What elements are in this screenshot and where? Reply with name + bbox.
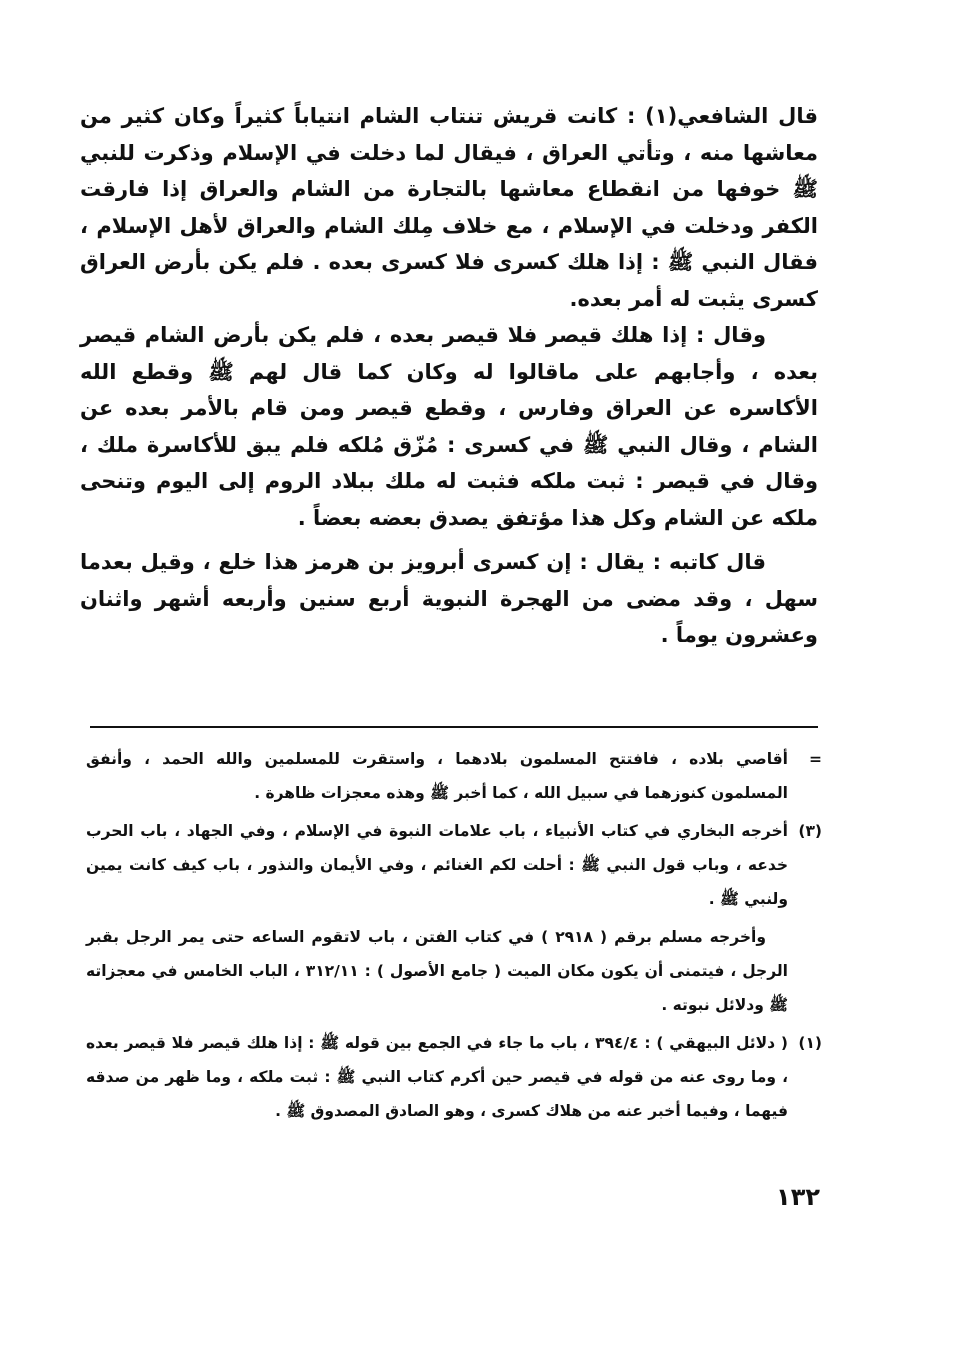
body-paragraph-3: قال كاتبه : يقال : إن كسرى أبرويز بن هرمز هذا خلع ، وقيل بعدما سهل ، وقد مضى من الهجرة النبوية أربع سنين وأربعه أشهر واثنان وعشرون يوماً . <box>80 550 818 647</box>
footnote-text: ( دلائل البيهقي ) : ٣٩٤/٤ ، باب ما جاء في الجمع بين قوله ﷺ : إذا هلك قيصر فلا قيصر بعده ، وما روى عنه من قوله في قيصر حين أكرم كتاب النبي ﷺ : ثبت ملكه ، وما ظهر من صدقه فيهما ، وفيما أخبر عنه من هلاك كسرى ، وهو الصادق المصدوق ﷺ . <box>86 1034 788 1120</box>
footnote-text: وأخرجه مسلم برقم ( ٢٩١٨ ) في كتاب الفتن ، باب لاتقوم الساعه حتى يمر الرجل بقبر الرجل ، فيتمنى أن يكون مكان الميت ( جامع الأصول ) : ٣١٢/١١ ، الباب الخامس في معجزاته ﷺ ودلائل نبوته . <box>86 928 788 1014</box>
footnote-marker: (٣) <box>798 822 822 840</box>
footnote-3 <box>86 814 822 1022</box>
footnote-1 <box>86 1026 822 1128</box>
footnote-continuation <box>86 742 822 810</box>
main-text-body <box>80 98 818 654</box>
footnote-text: أخرجه البخاري في كتاب الأنبياء ، باب علامات النبوة في الإسلام ، وفي الجهاد ، باب الحرب خدعه ، وباب قول النبي ﷺ : أحلت لكم الغنائم ، وفي الأيمان والنذور ، باب كيف كانت يمين ولنبي ﷺ . <box>86 822 788 908</box>
footnote-text: أقاصي بلاده ، فافتتح المسلمون بلادهما ، واستقرت للمسلمين والله الحمد ، وأنفق المسلمون كنوزهما في سبيل الله ، كما أخبر ﷺ وهذه معجزات ظاهرة . <box>86 750 788 802</box>
footnote-divider <box>90 726 818 728</box>
footnotes-section <box>86 742 822 1132</box>
footnote-marker: = <box>809 750 822 768</box>
footnote-marker: (١) <box>798 1034 822 1052</box>
body-paragraph-2: وقال : إذا هلك قيصر فلا قيصر بعده ، فلم يكن بأرض الشام قيصر بعده ، وأجابهم على ماقالوا له وكان كما قال لهم ﷺ وقطع الله الأكاسره عن العراق وفارس ، وقطع قيصر ومن قام بالأمر بعده عن الشام ، وقال النبي ﷺ في كسرى : مُزّق مُلكه فلم يبق للأكاسرة ملك ، وقال في قيصر : ثبت ملكه فثبت له ملك ببلاد الروم إلى اليوم وتنحى ملكه عن الشام وكل هذا مؤتفق يصدق بعضه بعضاً . <box>80 323 818 530</box>
page-number: ١٣٢ <box>776 1183 820 1211</box>
body-paragraph-1: قال الشافعي(١) : كانت قريش تنتاب الشام انتياباً كثيراً وكان كثير من معاشها منه ، وتأتي العراق ، فيقال لما دخلت في الإسلام وذكرت للنبي ﷺ خوفها من انقطاع معاشها بالتجارة من الشام والعراق إذا فارقت الكفر ودخلت في الإسلام ، مع خلاف مِلك الشام والعراق لأهل الإسلام ، فقال النبي ﷺ : إذا هلك كسرى فلا كسرى بعده . فلم يكن بأرض العراق كسرى يثبت له أمر بعده. <box>80 104 818 311</box>
